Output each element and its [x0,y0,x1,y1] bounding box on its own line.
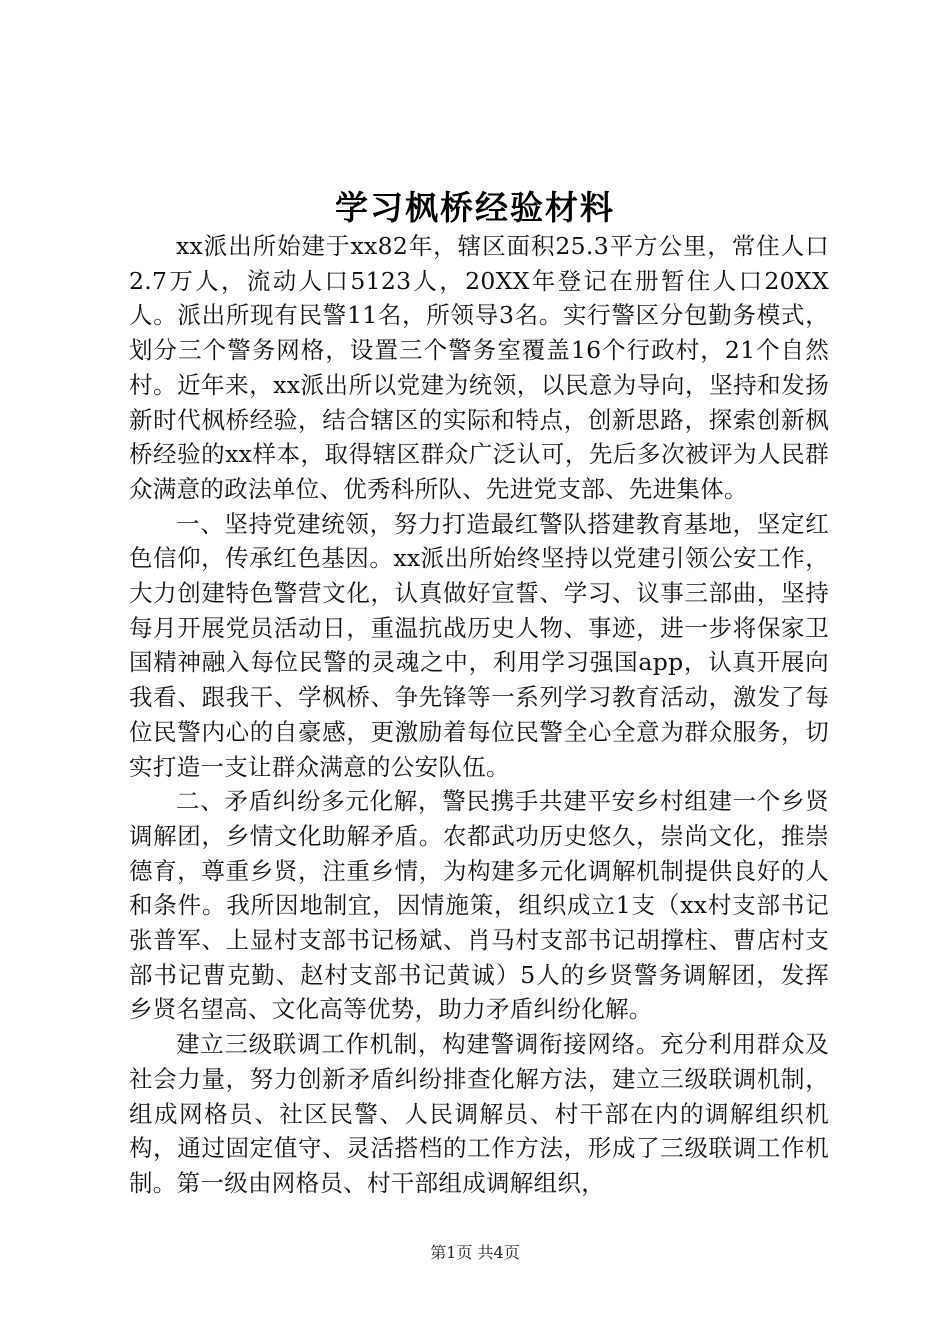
document-body [129,229,829,1201]
page-footer: 第1页 共4页 [430,1243,520,1262]
paragraph-mechanism: 建立三级联调工作机制，构建警调衔接网络。充分利用群众及社会力量，努力创新矛盾纠纷排查化解方法，建立三级联调机制，组成网格员、社区民警、人民调解员、村干部在内的调解组织机构，通过固定值守、灵活搭档的工作方法，形成了三级联调工作机制。第一级由网格员、村干部组成调解组织， [129,1030,829,1197]
paragraph-intro: xx派出所始建于xx82年，辖区面积25.3平方公里，常住人口2.7万人，流动人口5123人，20XX年登记在册暂住人口20XX人。派出所现有民警11名，所领导3名。实行警区分包勤务模式，划分三个警务网格，设置三个警务室覆盖16个行政村，21个自然村。近年来，xx派出所以党建为统领，以民意为导向，坚持和发扬新时代枫桥经验，结合辖区的实际和特点，创新思路，探索创新枫桥经验的xx样本，取得辖区群众广泛认可，先后多次被评为人民群众满意的政法单位、优秀科所队、先进党支部、先进集体。 [129,232,829,503]
paragraph-section-two: 二、矛盾纠纷多元化解，警民携手共建平安乡村组建一个乡贤调解团，乡情文化助解矛盾。农都武功历史悠久，崇尚文化，推崇德育，尊重乡贤，注重乡情，为构建多元化调解机制提供良好的人和条件。我所因地制宜，因情施策，组织成立1支（xx村支部书记张普军、上显村支部书记杨斌、肖马村支部书记胡撑柱、曹店村支部书记曹克勤、赵村支部书记黄诚）5人的乡贤警务调解团，发挥乡贤名望高、文化高等优势，助力矛盾纠纷化解。 [129,787,829,1024]
document-title: 学习枫桥经验材料 [335,188,615,227]
paragraph-section-one: 一、坚持党建统领，努力打造最红警队搭建教育基地，坚定红色信仰，传承红色基因。xx派出所始终坚持以党建引领公安工作，大力创建特色警营文化，认真做好宣誓、学习、议事三部曲，坚持每月开展党员活动日，重温抗战历史人物、事迹，进一步将保家卫国精神融入每位民警的灵魂之中，利用学习强国app，认真开展向我看、跟我干、学枫桥、争先锋等一系列学习教育活动，激发了每位民警内心的自豪感，更激励着每位民警全心全意为群众服务，切实打造一支让群众满意的公安队伍。 [129,509,829,781]
